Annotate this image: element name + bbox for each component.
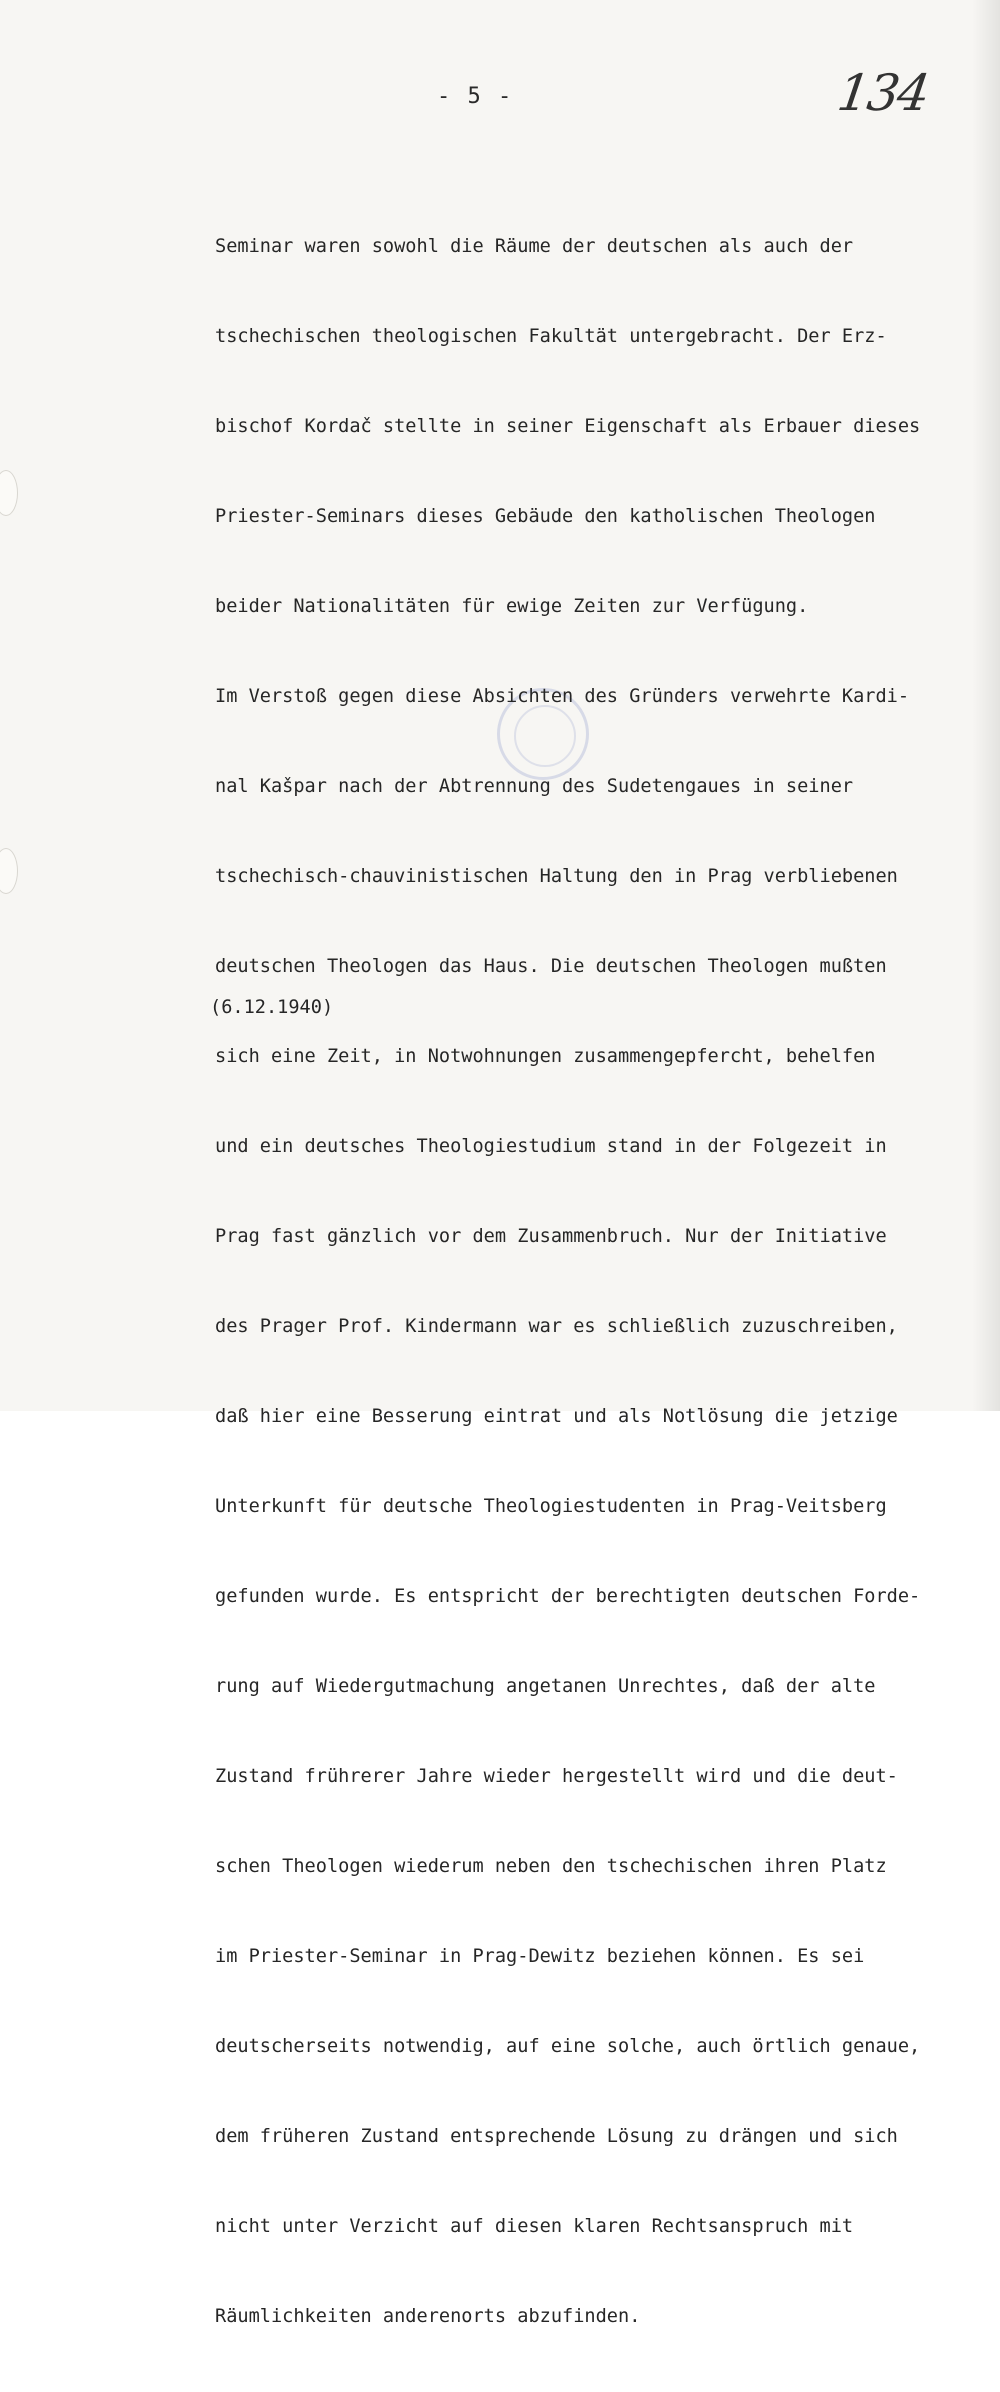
page-edge-shadow bbox=[972, 0, 1000, 1411]
archive-number-handwritten: 134 bbox=[833, 64, 932, 122]
text-line: des Prager Prof. Kindermann war es schließlich zuzuschreiben, bbox=[215, 1316, 898, 1337]
text-line: tschechischen theologischen Fakultät untergebracht. Der Erz- bbox=[215, 326, 887, 347]
text-line: deutschen Theologen das Haus. Die deutschen Theologen mußten bbox=[215, 956, 887, 977]
text-line: Räumlichkeiten anderenorts abzufinden. bbox=[215, 2306, 641, 2327]
text-line: beider Nationalitäten für ewige Zeiten zur Verfügung. bbox=[215, 596, 809, 617]
text-line: Im Verstoß gegen diese Absichten des Gründers verwehrte Kardi- bbox=[215, 686, 910, 707]
text-line: und ein deutsches Theologiestudium stand in der Folgezeit in bbox=[215, 1136, 887, 1157]
text-line: gefunden wurde. Es entspricht der berechtigten deutschen Forde- bbox=[215, 1586, 921, 1607]
text-line: sich eine Zeit, in Notwohnungen zusammengepfercht, behelfen bbox=[215, 1046, 876, 1067]
text-line: rung auf Wiedergutmachung angetanen Unrechtes, daß der alte bbox=[215, 1676, 876, 1697]
document-date: (6.12.1940) bbox=[210, 997, 334, 1018]
text-line: Priester-Seminars dieses Gebäude den katholischen Theologen bbox=[215, 506, 876, 527]
punch-hole-top bbox=[0, 470, 18, 516]
text-line: schen Theologen wiederum neben den tschechischen ihren Platz bbox=[215, 1856, 887, 1877]
punch-hole-bottom bbox=[0, 848, 18, 894]
text-line: deutscherseits notwendig, auf eine solche, auch örtlich genaue, bbox=[215, 2036, 921, 2057]
text-line: dem früheren Zustand entsprechende Lösung zu drängen und sich bbox=[215, 2126, 898, 2147]
body-text bbox=[215, 172, 975, 2392]
text-line: nal Kašpar nach der Abtrennung des Sudetengaues in seiner bbox=[215, 776, 854, 797]
text-line: daß hier eine Besserung eintrat und als Notlösung die jetzige bbox=[215, 1406, 898, 1427]
text-line: bischof Kordač stellte in seiner Eigenschaft als Erbauer dieses bbox=[215, 416, 921, 437]
text-line: Seminar waren sowohl die Räume der deutschen als auch der bbox=[215, 236, 854, 257]
text-line: Prag fast gänzlich vor dem Zusammenbruch. Nur der Initiative bbox=[215, 1226, 887, 1247]
text-line: tschechisch-chauvinistischen Haltung den in Prag verbliebenen bbox=[215, 866, 898, 887]
text-line: nicht unter Verzicht auf diesen klaren Rechtsanspruch mit bbox=[215, 2216, 854, 2237]
text-line: Unterkunft für deutsche Theologiestudenten in Prag-Veitsberg bbox=[215, 1496, 887, 1517]
page-number: - 5 - bbox=[437, 84, 514, 109]
text-line: Zustand frührerer Jahre wieder hergestellt wird und die deut- bbox=[215, 1766, 898, 1787]
text-line: im Priester-Seminar in Prag-Dewitz beziehen können. Es sei bbox=[215, 1946, 865, 1967]
